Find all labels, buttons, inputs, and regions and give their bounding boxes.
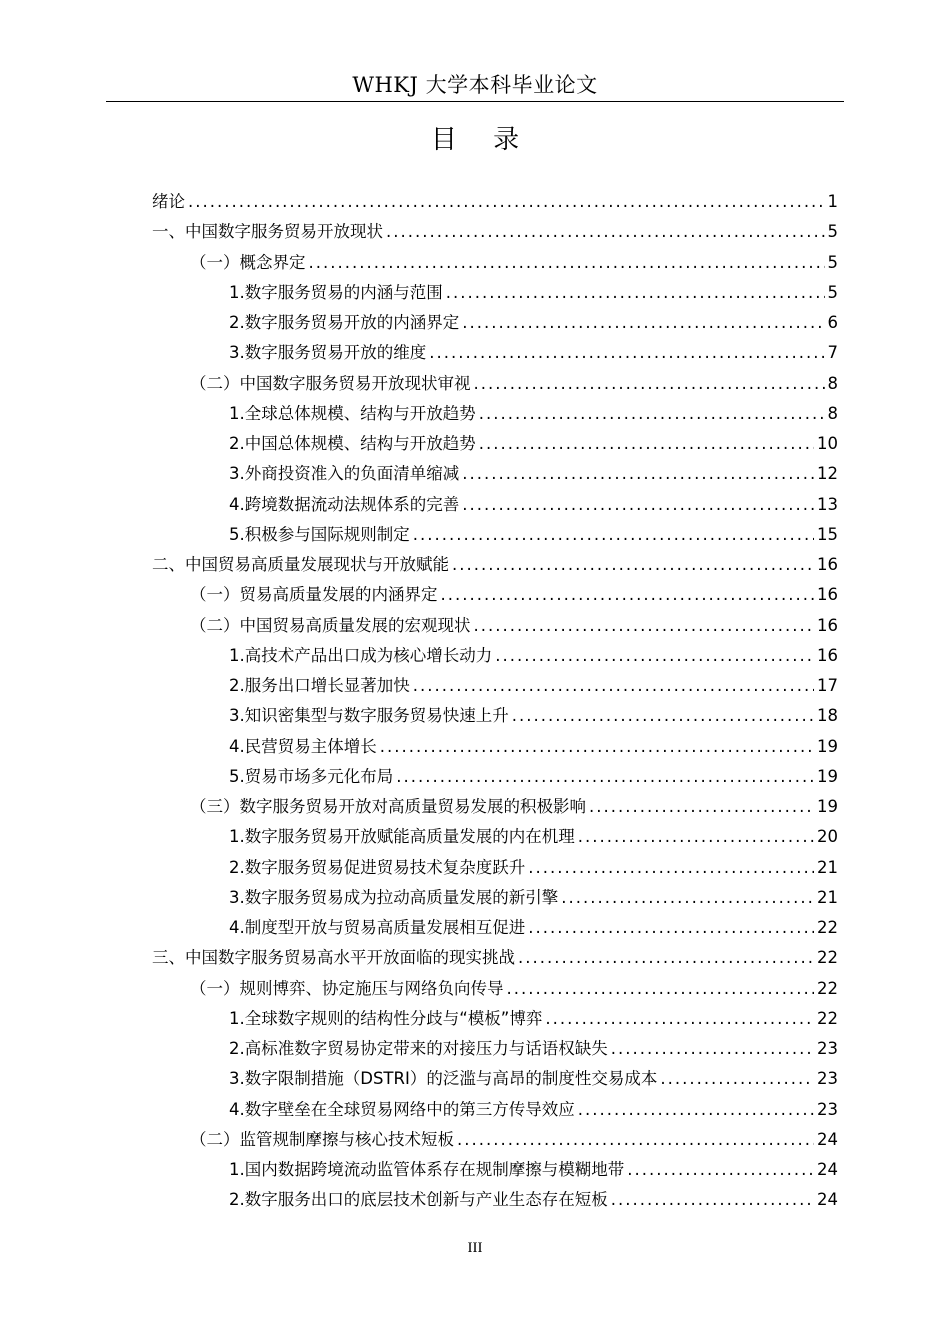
toc-entry-title: 一、中国数字服务贸易开放现状 — [152, 222, 383, 242]
toc-entry-title: （二）监管规制摩擦与核心技术短板 — [190, 1129, 454, 1149]
toc-entry[interactable] — [152, 459, 838, 489]
dot-leader — [413, 520, 814, 550]
toc-entry[interactable] — [152, 853, 838, 883]
table-of-contents — [152, 187, 838, 1216]
dot-leader — [429, 338, 824, 368]
toc-entry-title: （一）概念界定 — [190, 252, 306, 272]
toc-entry-page: 16 — [817, 615, 838, 635]
toc-entry-page: 8 — [827, 403, 838, 423]
dot-leader — [578, 1095, 814, 1125]
dot-leader — [528, 913, 814, 943]
toc-entry[interactable] — [152, 1034, 838, 1064]
toc-entry-title: （一）规则博弈、协定施压与网络负向传导 — [190, 978, 504, 998]
toc-entry-page: 19 — [817, 736, 838, 756]
toc-entry[interactable] — [152, 1125, 838, 1155]
toc-entry[interactable] — [152, 641, 838, 671]
toc-entry-title: 3.数字服务贸易成为拉动高质量发展的新引擎 — [229, 887, 559, 907]
dot-leader — [446, 278, 825, 308]
toc-entry-title: 二、中国贸易高质量发展现状与开放赋能 — [152, 555, 449, 574]
toc-entry-page: 24 — [817, 1129, 838, 1149]
toc-entry-title: 2.服务出口增长显著加快 — [229, 676, 410, 695]
dot-leader — [512, 701, 814, 731]
toc-entry[interactable] — [152, 338, 838, 368]
toc-entry-page: 20 — [817, 827, 838, 847]
toc-entry-page: 10 — [817, 434, 838, 453]
dot-leader — [507, 974, 815, 1004]
toc-entry[interactable] — [152, 732, 838, 762]
toc-entry[interactable] — [152, 1004, 838, 1034]
toc-entry-title: 1.全球总体规模、结构与开放趋势 — [229, 403, 476, 423]
toc-entry[interactable] — [152, 429, 838, 459]
page-header-title: WHKJ 大学本科毕业论文 — [352, 73, 598, 97]
header-divider — [106, 101, 844, 102]
dot-leader — [441, 580, 815, 610]
dot-leader — [452, 550, 814, 580]
toc-entry-page: 18 — [817, 706, 838, 726]
toc-entry-page: 23 — [817, 1039, 838, 1058]
dot-leader — [474, 611, 815, 641]
toc-entry[interactable] — [152, 520, 838, 550]
toc-entry-title: 2.数字服务贸易开放的内涵界定 — [229, 313, 460, 332]
dot-leader — [413, 671, 814, 701]
toc-entry-title: 绪论 — [152, 192, 185, 211]
dot-leader — [578, 822, 814, 852]
toc-entry-title: 3.数字限制措施（DSTRI）的泛滥与高昂的制度性交易成本 — [229, 1069, 658, 1089]
page-number: III — [467, 1240, 483, 1256]
dot-leader — [462, 308, 824, 338]
toc-entry-page: 12 — [817, 464, 838, 484]
dot-leader — [386, 217, 825, 247]
toc-entry-title: 三、中国数字服务贸易高水平开放面临的现实挑战 — [152, 948, 515, 968]
toc-entry-title: 1.数字服务贸易的内涵与范围 — [229, 282, 443, 302]
toc-entry-page: 7 — [827, 343, 838, 363]
toc-entry-page: 6 — [827, 313, 838, 332]
toc-entry[interactable] — [152, 611, 838, 641]
dot-leader — [518, 943, 814, 973]
dot-leader — [589, 792, 814, 822]
toc-entry[interactable] — [152, 822, 838, 852]
toc-entry-title: 1.国内数据跨境流动监管体系存在规制摩擦与模糊地带 — [229, 1160, 625, 1179]
toc-entry[interactable] — [152, 943, 838, 973]
toc-entry-title: 5.贸易市场多元化布局 — [229, 766, 394, 786]
toc-entry-page: 23 — [817, 1099, 838, 1119]
toc-entry-title: 3.知识密集型与数字服务贸易快速上升 — [229, 706, 509, 726]
toc-entry-title: 1.数字服务贸易开放赋能高质量发展的内在机理 — [229, 827, 575, 847]
toc-entry[interactable] — [152, 308, 838, 338]
dot-leader — [479, 429, 814, 459]
toc-entry-page: 19 — [817, 766, 838, 786]
toc-entry[interactable] — [152, 671, 838, 701]
toc-entry-title: 2.数字服务贸易促进贸易技术复杂度跃升 — [229, 857, 526, 877]
dot-leader — [457, 1125, 814, 1155]
dot-leader — [627, 1155, 814, 1185]
toc-entry[interactable] — [152, 187, 838, 217]
toc-entry-page: 21 — [817, 857, 838, 877]
dot-leader — [545, 1004, 814, 1034]
dot-leader — [188, 187, 825, 217]
toc-entry-page: 5 — [827, 252, 838, 272]
toc-entry[interactable] — [152, 369, 838, 399]
toc-entry[interactable] — [152, 550, 838, 580]
toc-entry-title: 4.民营贸易主体增长 — [229, 736, 377, 756]
toc-entry-page: 8 — [827, 373, 838, 393]
dot-leader — [396, 762, 814, 792]
toc-entry-page: 5 — [827, 222, 838, 242]
toc-entry[interactable] — [152, 399, 838, 429]
toc-entry-title: 1.全球数字规则的结构性分歧与“模板”博弈 — [229, 1008, 543, 1028]
toc-entry[interactable] — [152, 1064, 838, 1094]
toc-entry-page: 17 — [817, 676, 838, 695]
toc-entry-title: （二）中国数字服务贸易开放现状审视 — [190, 373, 471, 393]
toc-entry-page: 22 — [817, 918, 838, 937]
toc-entry-page: 21 — [817, 887, 838, 907]
dot-leader — [309, 248, 825, 278]
dot-leader — [611, 1034, 814, 1064]
toc-entry-page: 16 — [817, 555, 838, 574]
toc-entry[interactable] — [152, 1185, 838, 1215]
dot-leader — [528, 853, 814, 883]
toc-entry[interactable] — [152, 701, 838, 731]
toc-entry[interactable] — [152, 792, 838, 822]
toc-entry[interactable] — [152, 913, 838, 943]
toc-entry-page: 16 — [817, 585, 838, 605]
dot-leader — [462, 490, 814, 520]
toc-entry[interactable] — [152, 883, 838, 913]
toc-entry-page: 24 — [817, 1160, 838, 1179]
toc-entry-title: 4.数字壁垒在全球贸易网络中的第三方传导效应 — [229, 1099, 575, 1119]
toc-entry-page: 19 — [817, 797, 838, 816]
toc-entry-title: 1.高技术产品出口成为核心增长动力 — [229, 645, 493, 665]
toc-entry-title: 5.积极参与国际规则制定 — [229, 524, 410, 544]
toc-entry-title: 2.数字服务出口的底层技术创新与产业生态存在短板 — [229, 1190, 608, 1210]
toc-entry-title: （三）数字服务贸易开放对高质量贸易发展的积极影响 — [190, 797, 586, 816]
toc-entry-page: 22 — [817, 978, 838, 998]
toc-entry[interactable] — [152, 248, 838, 278]
toc-entry-page: 22 — [817, 948, 838, 968]
dot-leader — [495, 641, 814, 671]
toc-entry[interactable] — [152, 1155, 838, 1185]
dot-leader — [611, 1185, 814, 1215]
dot-leader — [462, 459, 814, 489]
toc-entry-page: 15 — [817, 524, 838, 544]
toc-entry-page: 24 — [817, 1190, 838, 1210]
dot-leader — [479, 399, 825, 429]
toc-entry-page: 13 — [817, 494, 838, 514]
toc-entry-title: （一）贸易高质量发展的内涵界定 — [190, 585, 438, 605]
toc-entry-title: 4.跨境数据流动法规体系的完善 — [229, 494, 460, 514]
toc-entry-page: 23 — [817, 1069, 838, 1089]
dot-leader — [561, 883, 814, 913]
toc-entry-title: 2.中国总体规模、结构与开放趋势 — [229, 434, 476, 453]
toc-entry[interactable] — [152, 974, 838, 1004]
toc-entry-title: 3.外商投资准入的负面清单缩减 — [229, 464, 460, 484]
toc-entry[interactable] — [152, 490, 838, 520]
toc-entry-page: 16 — [817, 645, 838, 665]
toc-entry-title: 4.制度型开放与贸易高质量发展相互促进 — [229, 918, 526, 937]
toc-entry-title: 3.数字服务贸易开放的维度 — [229, 343, 427, 363]
toc-entry-title: 2.高标准数字贸易协定带来的对接压力与话语权缺失 — [229, 1039, 608, 1058]
toc-title: 目 录 — [430, 125, 534, 155]
dot-leader — [660, 1064, 814, 1094]
toc-entry-page: 1 — [827, 192, 838, 211]
dot-leader — [380, 732, 814, 762]
toc-entry-page: 22 — [817, 1008, 838, 1028]
toc-entry-title: （二）中国贸易高质量发展的宏观现状 — [190, 615, 471, 635]
toc-entry[interactable] — [152, 278, 838, 308]
toc-entry[interactable] — [152, 580, 838, 610]
toc-entry[interactable] — [152, 762, 838, 792]
toc-entry-page: 5 — [827, 282, 838, 302]
toc-entry[interactable] — [152, 1095, 838, 1125]
dot-leader — [474, 369, 825, 399]
toc-entry[interactable] — [152, 217, 838, 247]
